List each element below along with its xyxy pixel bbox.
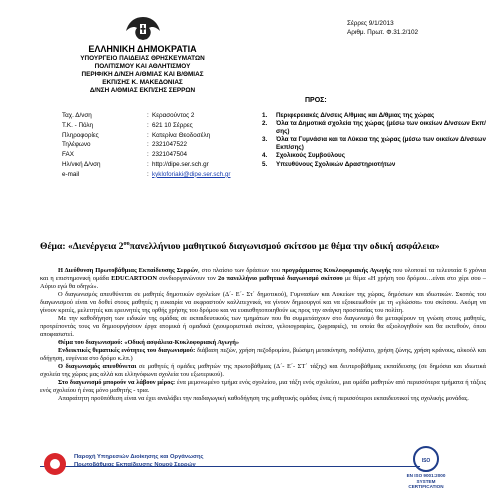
header-line-directorate: Δ/ΝΣΗ Α/ΘΜΙΑΣ ΕΚΠ/ΣΗΣ ΣΕΡΡΩΝ	[89, 87, 196, 94]
header-line-state: ΕΛΛΗΝΙΚΗ ΔΗΜΟΚΡΑΤΙΑ	[88, 44, 197, 54]
contact-row: e-mail : kykloforiaki@dipe.ser.sch.gr	[62, 170, 231, 178]
body-text: σε μαθητές ή ομάδες μαθητών της πρωτοβάθμιας (Δ΄- Ε΄- ΣΤ΄ τάξης) και δευτεροβάθμιας εκπαίδευσης (σε δημόσια και ιδιωτικά σχολεία της χώρας μας αλλά και ελληνόφωνα σχολεία του εξωτερικού).	[40, 363, 486, 378]
date-block	[347, 20, 418, 37]
body-paragraph: Απαραίτητη προϋπόθεση είναι να έχει αναλάβει την παιδαγωγική καθοδήγηση της μαθητικής ομάδας ένας ή περισσότεροι εκπαιδευτικοί της σχολικής μονάδας.	[58, 395, 469, 402]
list-text: Σχολικούς Συμβούλους	[276, 152, 345, 160]
list-text: Περιφερειακές Δ/νσεις Α/θμιας και Δ/θμιας της χώρας	[276, 112, 435, 119]
body-paragraph	[40, 363, 486, 379]
document-subject	[40, 238, 486, 253]
footer-text	[74, 454, 204, 469]
contact-row: FAX : 2321047504	[62, 151, 188, 159]
issuer-header	[40, 44, 245, 95]
quality-logo-icon	[44, 453, 66, 475]
contact-block	[62, 112, 282, 181]
contact-value: 2321047504	[152, 151, 188, 159]
contact-row: Τ.Κ. - Πόλη : 621 10 Σέρρες	[62, 121, 193, 129]
contact-key: FAX	[62, 151, 74, 159]
list-item	[262, 112, 487, 120]
body-bold: 2ο πανελλήνιο μαθητικό διαγωνισμό σκίτσου	[218, 275, 343, 282]
body-paragraph	[40, 379, 486, 395]
contact-key: e-mail	[62, 170, 80, 178]
contact-value: Κερασούντος 2	[152, 112, 195, 119]
document-date: Σέρρες 9/1/2013	[347, 20, 394, 27]
body-bold: Η Διεύθυνση Πρωτοβάθμιας Εκπαίδευσης Σερρών	[58, 267, 198, 274]
body-bold: Ενδεικτικές θεματικές ενότητες του διαγωνισμού:	[58, 347, 196, 354]
contact-key: Πληροφορίες	[62, 131, 99, 139]
email-link[interactable]: kykloforiaki@dipe.ser.sch.gr	[152, 170, 231, 178]
header-line-ministry-2: ΠΟΛΙΤΙΣΜΟΥ ΚΑΙ ΑΘΛΗΤΙΣΜΟΥ	[94, 63, 191, 70]
greek-emblem-icon	[124, 15, 162, 41]
contact-value: 621 10 Σέρρες	[152, 121, 193, 129]
body-bold: EDUCARTOON	[111, 275, 157, 282]
footer-line-2: Πρωτοβάθμιας Εκπαίδευσης Νομού Σερρών	[74, 461, 196, 468]
protocol-number: Αριθμ. Πρωτ. Φ.31.2/102	[347, 28, 419, 36]
subject-superscript: ου	[123, 241, 130, 247]
list-number: 3.	[262, 136, 268, 144]
body-paragraph: Θέμα του διαγωνισμού: «Οδική ασφάλεια-Κυκλοφοριακή Αγωγή»	[58, 339, 240, 346]
contact-key: Ταχ. Δ/νση	[62, 112, 92, 119]
list-number: 2.	[262, 120, 268, 128]
iso-text: EN ISO 9001:2000	[406, 473, 446, 478]
recipients-list	[262, 112, 487, 169]
subject-prefix: Θέμα: «Διενέργεια 2	[40, 241, 124, 253]
contact-key: Τηλέφωνο	[62, 141, 91, 149]
iso-badge-icon: ISO	[413, 446, 439, 472]
website-link[interactable]: http://dipe.ser.sch.gr	[152, 160, 209, 168]
iso-certification	[402, 446, 450, 489]
body-paragraph: Με την καθοδήγηση των ειδικών της ομάδας σε εκπαιδευτικούς των τμημάτων που θα συμμετάσχουν στο διαγωνισμό θα μεταφέρουν τη γνώση στους μαθητές, προτρέποντάς τους να δημιουργήσουν έργα ατομικά ή ομαδικά (χιουμοριστικά σκίτσα, γελοιογραφίες, ζωγραφιές), τα οποία θα αξιολογηθούν και θα εκτεθούν, όπου αποφασιστεί.	[40, 315, 486, 338]
document-body	[40, 267, 486, 403]
body-paragraph	[40, 267, 486, 291]
contact-key: Τ.Κ. - Πόλη	[62, 121, 94, 129]
header-line-ministry: ΥΠΟΥΡΓΕΙΟ ΠΑΙΔΕΙΑΣ ΘΡΗΣΚΕΥΜΑΤΩΝ	[80, 55, 205, 62]
list-item	[262, 120, 487, 135]
body-text: , στο πλαίσιο των δράσεων του	[197, 267, 283, 274]
contact-row: Τηλέφωνο : 2321047522	[62, 141, 188, 149]
list-item	[262, 161, 487, 169]
body-text: που υλοποιεί τα τελευταία 6 χρόνια και η επιστημονική ομάδα	[40, 267, 486, 282]
contact-row: Ηλ/νική Δ/νση : http://dipe.ser.sch.gr	[62, 160, 209, 168]
list-text: Όλα τα Δημοτικά σχολεία της χώρας (μέσω των οικείων Δ/νσεων Εκπ/σης)	[276, 120, 486, 135]
header-line-region: ΕΚΠ/ΣΗΣ Κ. ΜΑΚΕΔΟΝΙΑΣ	[102, 79, 183, 86]
iso-subtext: SYSTEM CERTIFICATION	[408, 479, 444, 489]
body-bold: προγράμματος Κυκλοφοριακής Αγωγής	[282, 267, 391, 274]
list-number: 1.	[262, 112, 268, 119]
contact-row: Ταχ. Δ/νση : Κερασούντος 2	[62, 112, 195, 119]
contact-key: Ηλ/νική Δ/νση	[62, 160, 101, 168]
subject-text: πανελλήνιου μαθητικού διαγωνισμού σκίτσου με θέμα την οδική ασφάλεια»	[129, 241, 440, 253]
body-bold: Στο διαγωνισμό μπορούν να λάβουν μέρος:	[58, 379, 176, 386]
header-line-regional: ΠΕΡΙΦ/ΚΗ Δ/ΝΣΗ Α/ΘΜΙΑΣ ΚΑΙ Β/ΘΜΙΑΣ	[81, 71, 204, 78]
contact-value: 2321047522	[152, 141, 188, 149]
list-text: Όλα τα Γυμνάσια και τα Λύκεια της χώρας (μέσω των οικείων Δ/νσεων Εκπ/σης)	[276, 136, 487, 151]
body-text: ένα μεμονωμένο τμήμα ενός σχολείου, μια τάξη ενός σχολείου, μια ομάδα μαθητών από περισσότερα τμήματα ή τάξεις ενός σχολείου ή ένας μόνο μαθητής - τρια.	[40, 379, 486, 394]
body-bold: Ο διαγωνισμός απευθύνεται	[58, 363, 137, 370]
list-text: Υπευθύνους Σχολικών Δραστηριοτήτων	[276, 160, 396, 168]
body-text: συνδιοργανώνουν τον	[156, 275, 219, 282]
list-number: 5.	[262, 160, 268, 168]
list-item	[262, 152, 487, 160]
list-number: 4.	[262, 152, 268, 160]
recipients-title: ΠΡΟΣ:	[305, 97, 327, 104]
body-text: διάβαση πεζών, χρήση πεζοδρομίου, βιώσιμη μετακίνηση, ποδήλατο, χρήση ζώνης, χρήση κράνους, αλκοόλ και οδήγηση, ευγένεια στο δρόμο κ.λπ.)	[40, 347, 486, 362]
body-paragraph	[40, 347, 486, 363]
list-item	[262, 136, 487, 151]
contact-value: Κατερίνα Θεοδοσέλη	[152, 131, 211, 139]
contact-row: Πληροφορίες : Κατερίνα Θεοδοσέλη	[62, 131, 211, 139]
body-text: με θέμα «Η χρήση του δρόμου…είναι στο χέρι σου – Αύριο εγώ θα οδηγώ».	[40, 275, 486, 290]
body-paragraph: Ο διαγωνισμός απευθύνεται σε μαθητές δημοτικών σχολείων (Δ΄- Ε΄- Στ΄ δημοτικού), Γυμνασίων και Λυκείων της χώρας, δημόσιων και ιδιωτικών. Σκοπός του διαγωνισμού είναι να δοθεί στους μαθητές η ευκαιρία να εκφραστούν καλλιτεχνικά, να γίνουν δημιουργοί και να εξοικειωθούν με τη «γλώσσα» του σκίτσου. Ακόμη να γίνουν κριτές, μελετητές και ερευνητές της ορθής χρήσης του δρόμου και να ευαισθητοποιηθούν ως προς την ανάγκη προστασίας του πολίτη.	[40, 291, 486, 314]
footer-line-1: Παροχή Υπηρεσιών Διοίκησης και Οργάνωσης	[74, 454, 204, 460]
